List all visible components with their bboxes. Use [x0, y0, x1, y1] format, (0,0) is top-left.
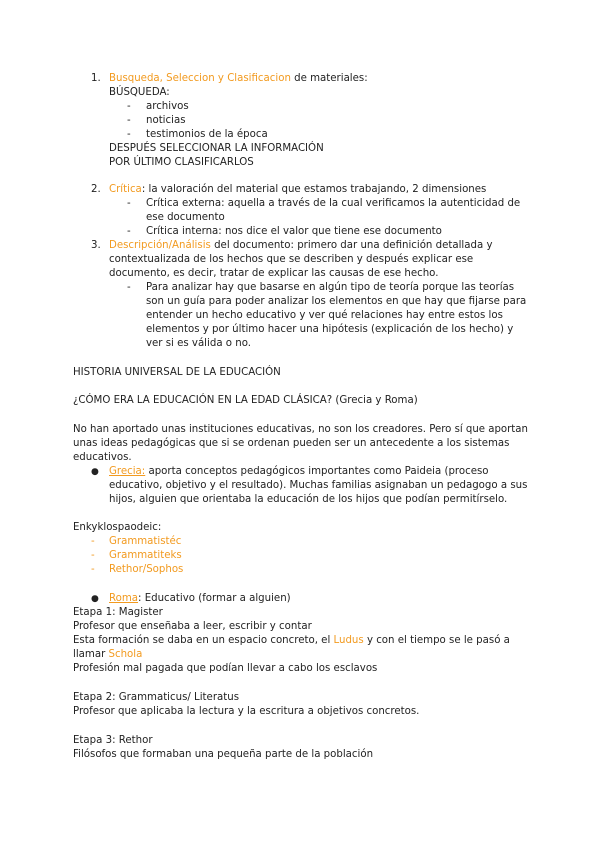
list-item: archivos — [146, 101, 189, 112]
step-line: DESPUÉS SELECCIONAR LA INFORMACIÓN — [109, 143, 324, 154]
enky-item: Rethor/Sophos — [109, 564, 184, 575]
dash-marker: - — [91, 550, 95, 561]
section1-highlight: Busqueda, Seleccion y Clasificacion — [109, 73, 291, 84]
section3-highlight: Descripción/Análisis — [109, 240, 211, 251]
paragraph-line: documento, es decir, tratar de explicar las causas de ese hecho. — [109, 268, 439, 279]
paragraph-line: unas ideas pedagógicas que si se ordenan pueden ser un antecedente a los sistemas — [73, 438, 510, 449]
roma-line — [109, 592, 291, 606]
paragraph-line: Profesor que enseñaba a leer, escribir y contar — [73, 621, 312, 632]
paragraph-line: Crítica interna: nos dice el valor que tiene ese documento — [146, 226, 442, 237]
paragraph-line: elementos y por último hacer una hipótesis (explicación de los hecho) y — [146, 324, 514, 335]
etapa-title: Etapa 3: Rethor — [73, 735, 153, 746]
paragraph-line: Para analizar hay que basarse en algún tipo de teoría porque las teorías — [146, 282, 515, 293]
text-run: llamar — [73, 649, 109, 660]
busqueda-label: BÚSQUEDA: — [109, 87, 170, 98]
step-line: POR ÚLTIMO CLASIFICARLOS — [109, 157, 254, 168]
paragraph-line: ver si es válida o no. — [146, 338, 252, 349]
list-item: testimonios de la época — [146, 129, 268, 140]
dash-marker: - — [127, 282, 131, 293]
section2-title — [109, 183, 486, 197]
paragraph-line: Filósofos que formaban una pequeña parte de la población — [73, 749, 374, 760]
enky-item: Grammatistéc — [109, 536, 182, 547]
dash-marker: - — [127, 226, 131, 237]
paragraph-line: contextualizada de los hechos que se describen y después explicar ese — [109, 254, 474, 265]
paragraph-line — [73, 648, 142, 662]
section1-title-rest: de materiales: — [290, 73, 368, 84]
list-number: 3. — [91, 240, 101, 251]
enky-title: Enkyklospaodeic: — [73, 522, 162, 533]
section-heading: HISTORIA UNIVERSAL DE LA EDUCACIÓN — [73, 367, 281, 378]
etapa-title: Etapa 1: Magister — [73, 607, 163, 618]
paragraph-line: entender un hecho educativo y ver qué relaciones hay entre estos los — [146, 310, 503, 321]
enky-item: Grammatiteks — [109, 550, 182, 561]
dash-marker: - — [127, 101, 131, 112]
paragraph-line: ese documento — [146, 212, 225, 223]
paragraph-line — [73, 634, 510, 648]
paragraph-line: Crítica externa: aquella a través de la cual verificamos la autenticidad de — [146, 198, 521, 209]
ludus-term: Ludus — [333, 635, 364, 646]
list-number: 1. — [91, 73, 101, 84]
dash-marker: - — [91, 536, 95, 547]
section3-title-rest: del documento: primero dar una definición detallada y — [210, 240, 493, 251]
dash-marker: - — [127, 129, 131, 140]
paragraph-line: son un guía para poder analizar los elementos en que hay que fijarse para — [146, 296, 527, 307]
text-run: Esta formación se daba en un espacio concreto, el — [73, 635, 334, 646]
paragraph-line: Profesión mal pagada que podían llevar a cabo los esclavos — [73, 663, 378, 674]
dash-marker: - — [91, 564, 95, 575]
schola-term: Schola — [108, 649, 143, 660]
etapa-title: Etapa 2: Grammaticus/ Literatus — [73, 692, 240, 703]
question-heading: ¿CÓMO ERA LA EDUCACIÓN EN LA EDAD CLÁSICA? (Grecia y Roma) — [73, 395, 418, 406]
paragraph-line: No han aportado unas instituciones educativas, no son los creadores. Pero sí que aportan — [73, 424, 528, 435]
roma-label: Roma — [109, 593, 139, 604]
roma-line-rest: : Educativo (formar a alguien) — [138, 593, 291, 604]
grecia-label: Grecia: — [109, 466, 146, 477]
grecia-line — [109, 465, 489, 479]
list-item: noticias — [146, 115, 186, 126]
section2-highlight: Crítica — [109, 184, 142, 195]
paragraph-line: educativos. — [73, 452, 132, 463]
paragraph-line: educativo, objetivo y el resultado). Muchas familias asignaban un pedagogo a sus — [109, 480, 528, 491]
grecia-line-rest: aporta conceptos pedagógicos importantes como Paideia (proceso — [145, 466, 489, 477]
bullet-icon: ● — [91, 467, 99, 477]
bullet-icon: ● — [91, 594, 99, 604]
paragraph-line: hijos, alguien que orientaba la educación de los hijos que podían permitírselo. — [109, 494, 508, 505]
section3-title — [109, 239, 492, 253]
section1-title — [109, 72, 368, 86]
text-run: y con el tiempo se le pasó a — [363, 635, 510, 646]
dash-marker: - — [127, 115, 131, 126]
dash-marker: - — [127, 198, 131, 209]
list-number: 2. — [91, 184, 101, 195]
paragraph-line: Profesor que aplicaba la lectura y la escritura a objetivos concretos. — [73, 706, 420, 717]
section2-title-rest: : la valoración del material que estamos trabajando, 2 dimensiones — [141, 184, 487, 195]
